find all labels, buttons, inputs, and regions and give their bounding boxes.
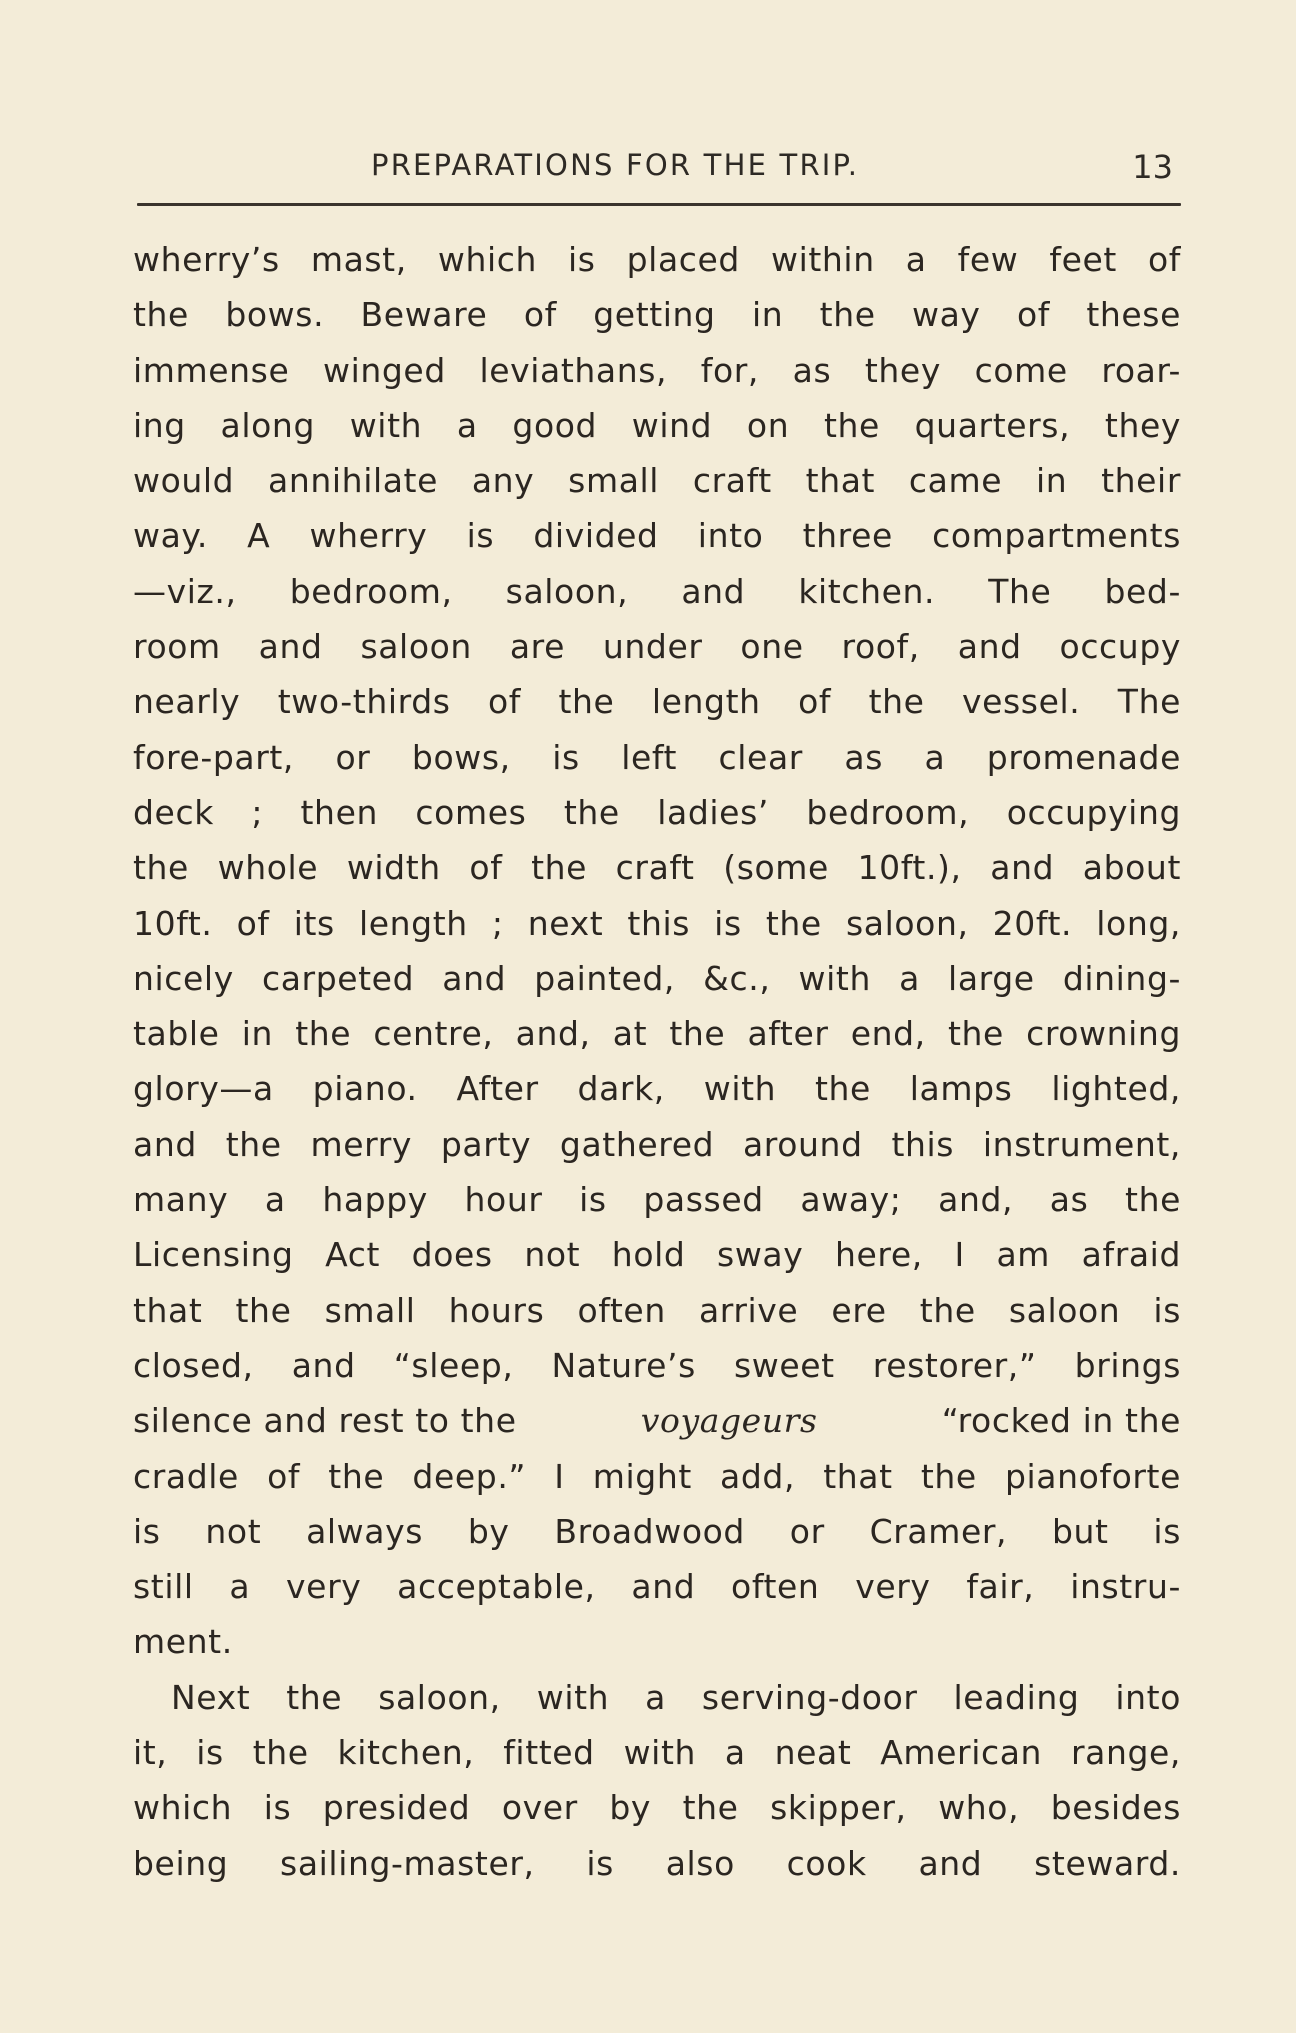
body-text [133,232,1181,1891]
text-line: Licensing Act does not hold sway here, I am afraid [133,1235,1181,1275]
text-line-with-italic [133,1393,1181,1448]
text-line: ing along with a good wind on the quarters, they [133,405,1181,445]
header-rule [137,203,1181,206]
text-line: the bows. Beware of getting in the way of these [133,295,1181,335]
text-line: which is presided over by the skipper, who, besides [133,1788,1181,1828]
text-line: and the merry party gathered around this instrument, [133,1124,1181,1164]
text-line: glory—a piano. After dark, with the lamps lighted, [133,1069,1181,1109]
running-head [133,148,1181,196]
page-number: 13 [1132,148,1173,186]
text-line: still a very acceptable, and often very fair, instru- [133,1567,1181,1607]
running-title: PREPARATIONS FOR THE TRIP. [371,148,860,182]
text-line-paragraph-start: Next the saloon, with a serving-door leading into [171,1677,1181,1717]
text-line: many a happy hour is passed away; and, as the [133,1180,1181,1220]
text-line: that the small hours often arrive ere the saloon is [133,1290,1181,1330]
text-line: being sailing-master, is also cook and steward. [133,1843,1181,1883]
text-line: wherry’s mast, which is placed within a few feet of [133,240,1181,279]
italic-word: voyageurs [640,1401,818,1441]
text-line: 10ft. of its length ; next this is the saloon, 20ft. long, [133,903,1181,943]
text-segment: “rocked in the [941,1401,1181,1441]
text-line: closed, and “sleep, Nature’s sweet restorer,” brings [133,1345,1181,1385]
text-line: nicely carpeted and painted, &c., with a large dining- [133,958,1181,998]
text-line: is not always by Broadwood or Cramer, but is [133,1511,1181,1551]
text-line: cradle of the deep.” I might add, that the pianoforte [133,1456,1181,1496]
text-line: would annihilate any small craft that came in their [133,461,1181,501]
text-line: table in the centre, and, at the after end, the crowning [133,1014,1181,1054]
text-line: room and saloon are under one roof, and occupy [133,627,1181,667]
text-line: it, is the kitchen, fitted with a neat American range, [133,1733,1181,1773]
text-line: the whole width of the craft (some 10ft.), and about [133,848,1181,888]
text-segment: silence and rest to the [133,1401,517,1441]
text-line: deck ; then comes the ladies’ bedroom, occupying [133,792,1181,832]
text-line: fore-part, or bows, is left clear as a promenade [133,737,1181,777]
text-line: immense winged leviathans, for, as they come roar- [133,350,1181,390]
text-line: —viz., bedroom, saloon, and kitchen. The bed- [133,571,1181,611]
text-line: way. A wherry is divided into three compartments [133,516,1181,556]
text-line: nearly two-thirds of the length of the vessel. The [133,682,1181,722]
text-line-paragraph-end: ment. [133,1622,233,1662]
